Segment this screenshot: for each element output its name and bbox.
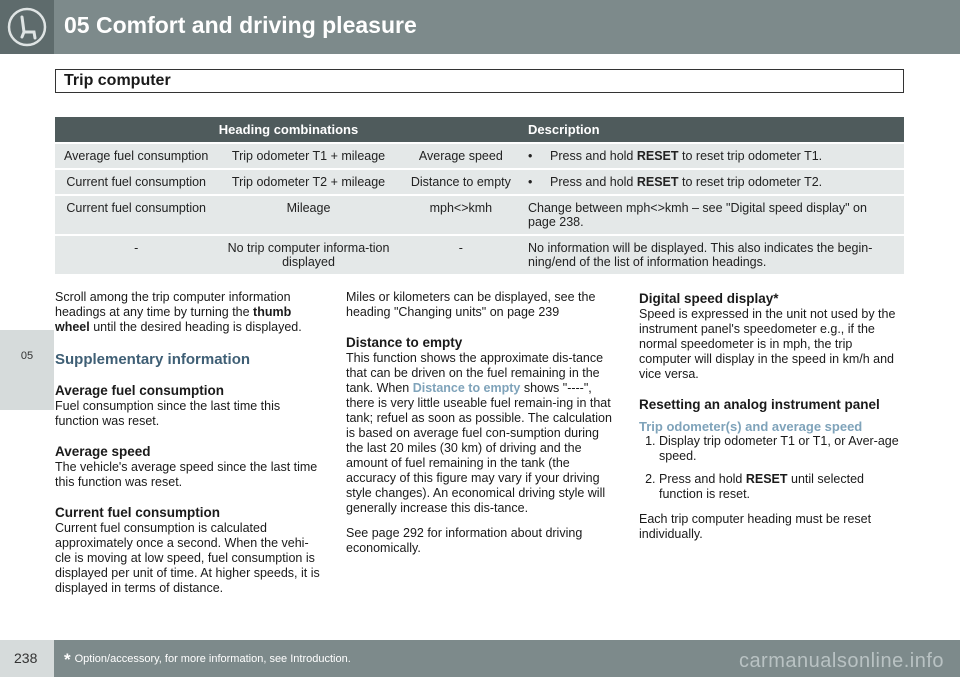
list-item: 1. Display trip odometer T1 or T1, or Aver-age speed. [659, 434, 901, 464]
table-cell: Current fuel consumption [55, 196, 217, 234]
table-header-row [55, 117, 904, 142]
table-cell: Average speed [400, 144, 522, 168]
desc-text: Press and hold [550, 149, 637, 163]
desc-text: Press and hold [550, 175, 637, 189]
dte-text: shows "----", there is very little useable fuel remain-ing in that tank; refuel as soon as possible. The calculation is based on average fuel con-sumption during the last 20 miles (30 km) of driving and the amount of fuel remaining in the tank (the accuracy of this figure may vary if your driving style changes). An economical driving style will generally increase this dis-tance. [346, 381, 612, 515]
units-paragraph: Miles or kilometers can be displayed, see the heading "Changing units" on page 239 [346, 290, 596, 319]
supplementary-heading: Supplementary information [55, 351, 251, 368]
table-cell: Distance to empty [400, 170, 522, 194]
reset-heading: Resetting an analog instrument panel [639, 397, 880, 412]
chapter-side-tab [0, 330, 54, 410]
bullet-icon [528, 175, 550, 189]
dte-highlight: Distance to empty [412, 381, 521, 395]
table-cell: Mileage [217, 196, 399, 234]
afc-text: Fuel consumption since the last time this function was reset. [55, 399, 281, 428]
table-cell: No trip computer informa-tion displayed [217, 236, 399, 274]
section-title: Trip computer [55, 69, 904, 93]
step-text: Press and hold [659, 472, 746, 486]
page-number: 238 [14, 650, 38, 666]
bullet-icon [528, 149, 550, 163]
footnote-star: * [64, 650, 71, 669]
chapter-title: 05 Comfort and driving pleasure [64, 12, 417, 38]
dte-heading: Distance to empty [346, 335, 463, 350]
heading-combinations-header: Heading combinations [55, 117, 522, 142]
table-row [55, 170, 904, 194]
list-item [659, 472, 901, 502]
dte-paragraph [346, 351, 614, 516]
table-cell-description: No information will be displayed. This also indicates the begin-ning/end of the list of information headings. [522, 236, 904, 274]
table-cell: Trip odometer T1 + mileage [217, 144, 399, 168]
avg-speed-text: The vehicle's average speed since the last time this function was reset. [55, 460, 318, 489]
desc-text: to reset trip odometer T2. [678, 175, 823, 189]
dte-text: This function shows the approximate dis-tance that can be driven on the fuel remaining in the tank. When [346, 351, 604, 395]
table-cell-description [522, 144, 904, 168]
column-2 [346, 290, 614, 566]
seat-icon [0, 0, 54, 54]
reset-term: RESET [745, 472, 788, 486]
footnote-text: Option/accessory, for more information, see Introduction. [74, 653, 351, 665]
dsd-heading: Digital speed display* [639, 291, 779, 306]
desc-bold: RESET [636, 149, 679, 163]
chapter-side-tab-label: 05 [20, 350, 34, 362]
afc-heading: Average fuel consumption [55, 383, 225, 398]
dsd-text: Speed is expressed in the unit not used by the instrument panel's speedometer e.g., if the normal speedometer is in mph, the trip computer will display in the speed in km/h and vice versa. [639, 307, 896, 381]
table-row [55, 196, 904, 234]
see-page-paragraph: See page 292 for information about driving economically. [346, 526, 583, 555]
reset-steps [639, 434, 901, 502]
table-row [55, 144, 904, 168]
cfc-heading: Current fuel consumption [55, 505, 220, 520]
final-paragraph: Each trip computer heading must be reset individually. [639, 512, 872, 541]
table-row [55, 236, 904, 274]
column-1 [55, 290, 323, 606]
step-text: until selected function is reset. [659, 472, 864, 501]
column-3 [639, 290, 901, 552]
table-cell: mph<>kmh [400, 196, 522, 234]
table-cell: - [55, 236, 217, 274]
desc-bold: RESET [636, 175, 679, 189]
cfc-text: Current fuel consumption is calculated approximately once a second. When the vehi-cle is moving at low speed, fuel consumption is displayed per unit of time. At higher speeds, it is displayed in terms of distance. [55, 521, 320, 595]
intro-text: until the desired heading is displayed. [89, 320, 302, 334]
thumb-wheel-term: thumb wheel [55, 305, 292, 334]
description-header: Description [522, 117, 904, 142]
table-cell-description: Change between mph<>kmh – see "Digital speed display" on page 238. [522, 196, 904, 234]
desc-text: to reset trip odometer T1. [678, 149, 823, 163]
table-cell: - [400, 236, 522, 274]
watermark: carmanualsonline.info [738, 650, 944, 672]
table-cell: Average fuel consumption [55, 144, 217, 168]
footnote [64, 650, 351, 670]
avg-speed-heading: Average speed [55, 444, 151, 459]
table-cell: Trip odometer T2 + mileage [217, 170, 399, 194]
intro-text: Scroll among the trip computer information headings at any time by turning the [55, 290, 291, 319]
intro-paragraph [55, 290, 323, 335]
heading-combinations-table [55, 115, 904, 276]
table-cell-description [522, 170, 904, 194]
trip-odometer-subheading: Trip odometer(s) and average speed [639, 419, 863, 434]
table-cell: Current fuel consumption [55, 170, 217, 194]
